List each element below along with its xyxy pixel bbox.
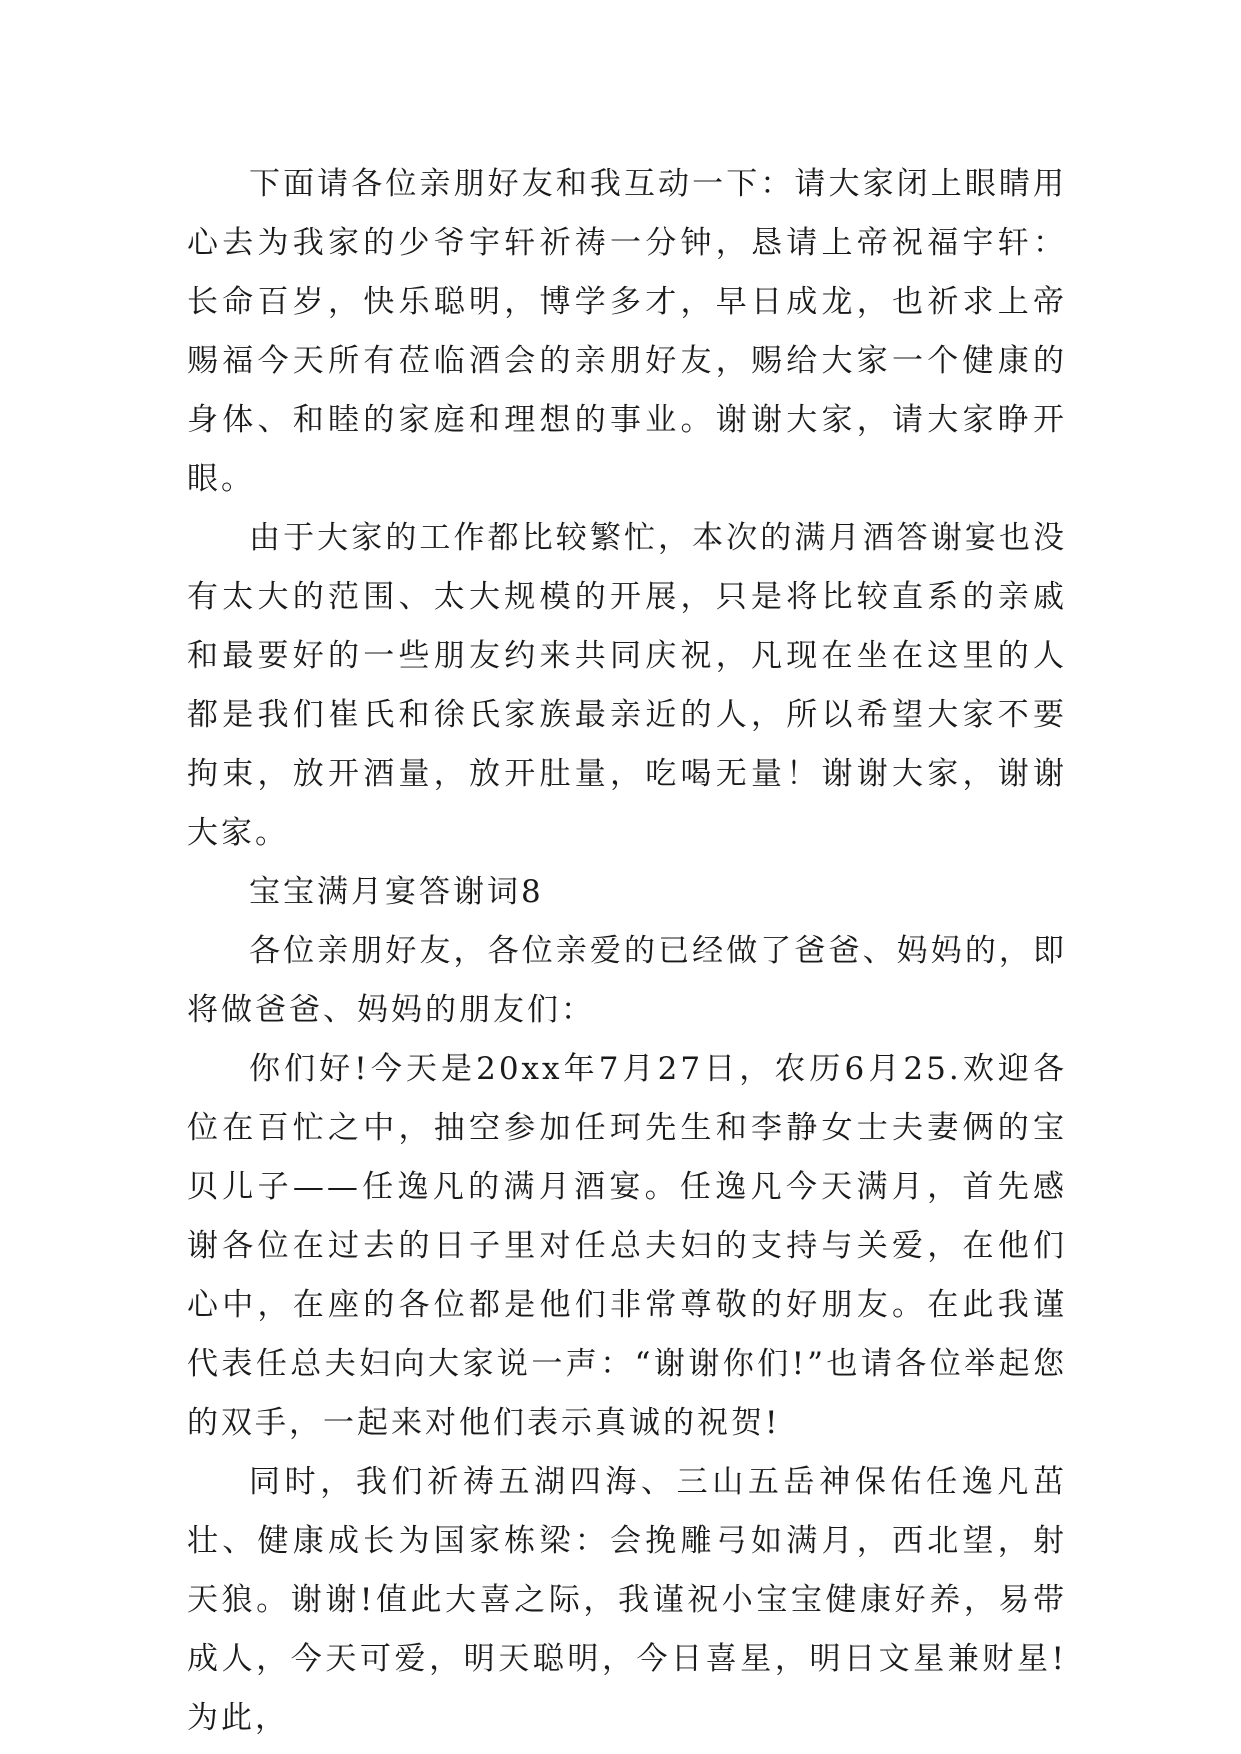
paragraph-welcome: 你们好!今天是20xx年7月27日，农历6月25.欢迎各位在百忙之中，抽空参加任珂先生和李静女士夫妻俩的宝贝儿子——任逸凡的满月酒宴。任逸凡今天满月，首先感谢各位在过去的日子里对任总夫妇的支持与关爱，在他们心中，在座的各位都是他们非常尊敬的好朋友。在此我谨代表任总夫妇向大家说一声：“谢谢你们!”也请各位举起您的双手，一起来对他们表示真诚的祝贺! <box>187 1051 1067 1441</box>
document-body <box>187 155 1067 1748</box>
paragraph-salutation: 各位亲朋好友，各位亲爱的已经做了爸爸、妈妈的，即将做爸爸、妈妈的朋友们： <box>187 933 1067 1028</box>
paragraph-interaction: 下面请各位亲朋好友和我互动一下：请大家闭上眼睛用心去为我家的少爷宇轩祈祷一分钟，恳请上帝祝福宇轩：长命百岁，快乐聪明，博学多才，早日成龙，也祈求上帝赐福今天所有莅临酒会的亲朋好友，赐给大家一个健康的身体、和睦的家庭和理想的事业。谢谢大家，请大家睁开眼。 <box>187 166 1067 497</box>
paragraph-blessing: 同时，我们祈祷五湖四海、三山五岳神保佑任逸凡茁壮、健康成长为国家栋梁：会挽雕弓如满月，西北望，射天狼。谢谢!值此大喜之际，我谨祝小宝宝健康好养，易带成人，今天可爱，明天聪明，今日喜星，明日文星兼财星!为此， <box>187 1464 1067 1736</box>
paragraph-banquet-scale: 由于大家的工作都比较繁忙，本次的满月酒答谢宴也没有太大的范围、太大规模的开展，只是将比较直系的亲戚和最要好的一些朋友约来共同庆祝，凡现在坐在这里的人都是我们崔氏和徐氏家族最亲近的人，所以希望大家不要拘束，放开酒量，放开肚量，吃喝无量！谢谢大家，谢谢大家。 <box>187 520 1067 851</box>
section-heading: 宝宝满月宴答谢词8 <box>249 874 544 910</box>
